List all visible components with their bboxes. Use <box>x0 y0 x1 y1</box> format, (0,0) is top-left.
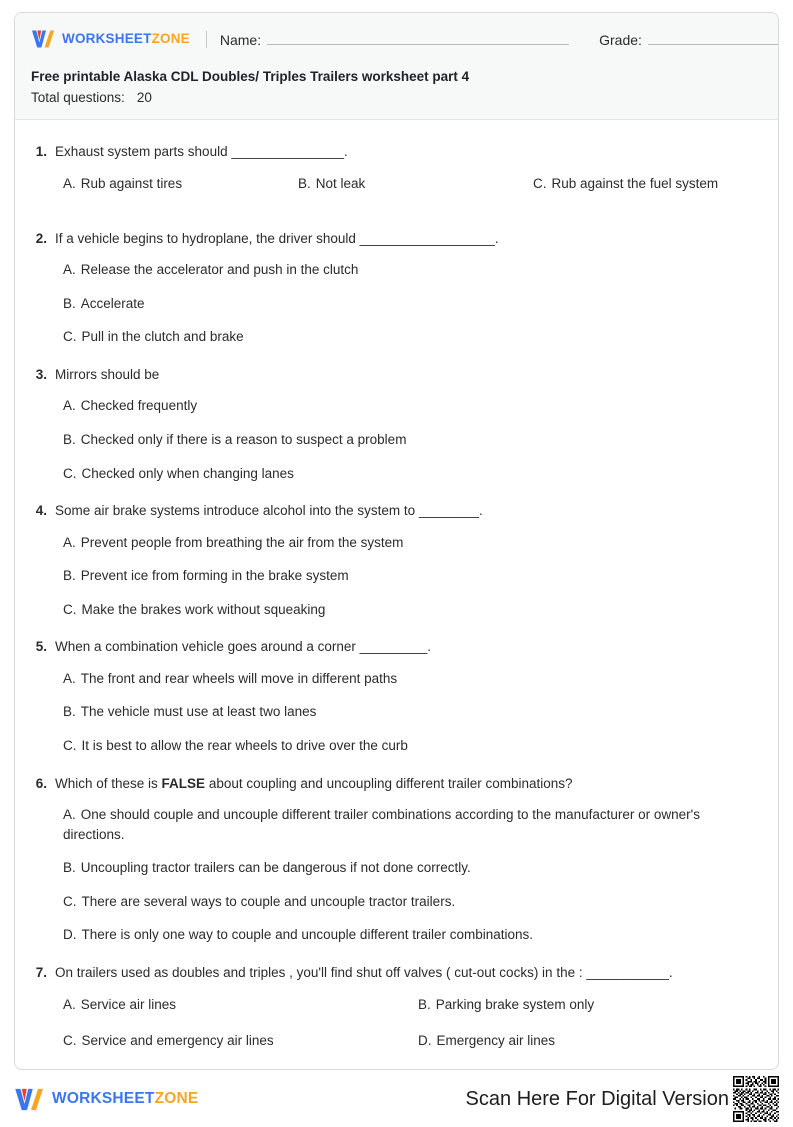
answer-option[interactable] <box>63 174 298 194</box>
answer-option-letter: A. <box>63 996 76 1012</box>
answer-option-letter: C. <box>63 329 77 345</box>
answer-option-text: Service and emergency air lines <box>81 1033 274 1049</box>
worksheet-header <box>15 13 778 120</box>
answer-option-letter: C. <box>63 893 77 909</box>
answer-options <box>33 260 760 347</box>
answer-option[interactable] <box>63 1031 418 1051</box>
scan-prompt-text: Scan Here For Digital Version <box>465 1087 729 1110</box>
answer-option-text: Checked only when changing lanes <box>81 465 294 481</box>
grade-field[interactable] <box>599 31 779 48</box>
answer-option-text: Make the brakes work without squeaking <box>81 601 326 617</box>
brand-logo <box>31 29 190 49</box>
answer-option-text: The front and rear wheels will move in different paths <box>80 670 398 686</box>
answer-option-letter: B. <box>298 176 311 191</box>
question-header <box>33 142 760 162</box>
answer-option-text: The vehicle must use at least two lanes <box>80 704 317 720</box>
answer-option-text: There are several ways to couple and uncouple tractor trailers. <box>81 893 456 909</box>
answer-option-letter: B. <box>63 860 76 876</box>
answer-options <box>33 396 760 483</box>
answer-option-letter: B. <box>418 996 431 1012</box>
answer-option-text: There is only one way to couple and uncouple different trailer combinations. <box>81 927 534 943</box>
answer-option-letter: A. <box>63 534 76 550</box>
footer-brand-wordmark <box>52 1091 198 1107</box>
answer-option-text: Service air lines <box>80 996 177 1012</box>
question-text: Exhaust system parts should _______________. <box>55 144 348 160</box>
answer-option-text: Checked only if there is a reason to suspect a problem <box>80 431 407 447</box>
total-questions-label: Total questions: <box>31 90 125 106</box>
question-number: 1. <box>35 144 47 160</box>
answer-option[interactable] <box>63 396 760 416</box>
answer-option-letter: C. <box>63 465 77 481</box>
answer-option-text: Accelerate <box>80 295 145 311</box>
question-header <box>33 501 760 521</box>
question-item <box>33 365 760 483</box>
question-header <box>33 774 760 794</box>
answer-option[interactable] <box>63 892 760 912</box>
page-title: Free printable Alaska CDL Doubles/ Triples Trailers worksheet part 4 <box>31 69 470 84</box>
question-item <box>33 142 760 210</box>
footer-brand-logo <box>14 1087 198 1112</box>
answer-option-letter: A. <box>63 176 76 191</box>
answer-option-letter: C. <box>63 738 77 753</box>
answer-option[interactable] <box>63 533 760 553</box>
answer-option-letter: B. <box>63 295 76 311</box>
grade-field-label: Grade: <box>599 31 642 48</box>
header-divider <box>206 31 207 48</box>
answer-option[interactable] <box>63 858 760 878</box>
question-header <box>33 637 760 657</box>
grade-field-line[interactable] <box>648 31 779 45</box>
answer-options <box>33 669 760 756</box>
answer-option-letter: B. <box>63 704 76 720</box>
answer-option-text: Rub against tires <box>80 176 183 191</box>
question-item <box>33 963 760 1068</box>
qr-code-icon[interactable] <box>733 1076 779 1122</box>
answer-option-letter: D. <box>63 927 77 943</box>
question-header <box>33 963 760 983</box>
answer-option[interactable] <box>63 805 760 844</box>
answer-option[interactable] <box>63 327 760 347</box>
answer-options <box>33 533 760 620</box>
question-text: If a vehicle begins to hydroplane, the driver should __________________. <box>55 230 499 246</box>
question-text: On trailers used as doubles and triples , you'll find shut off valves ( cut-out cocks) in the : ___________. <box>55 964 673 980</box>
answer-option-text: Rub against the fuel system <box>551 176 719 191</box>
question-item <box>33 229 760 347</box>
worksheet-zone-logo-icon <box>14 1087 44 1112</box>
question-item <box>33 774 760 945</box>
answer-option[interactable] <box>63 430 760 450</box>
question-number: 7. <box>35 964 47 980</box>
answer-option[interactable] <box>63 294 760 314</box>
answer-option[interactable] <box>63 260 760 280</box>
question-item <box>33 637 760 755</box>
footer-brand-word-worksheet: WORKSHEET <box>52 1090 155 1108</box>
answer-option-letter: A. <box>63 807 76 823</box>
answer-option-letter: B. <box>63 568 76 584</box>
answer-option-text: Pull in the clutch and brake <box>81 329 244 345</box>
answer-option-letter: A. <box>63 262 76 278</box>
name-field-line[interactable] <box>267 31 569 45</box>
brand-wordmark <box>62 32 190 46</box>
answer-option[interactable] <box>63 600 760 620</box>
answer-options <box>33 995 760 1068</box>
answer-option[interactable] <box>63 925 760 945</box>
answer-option-letter: A. <box>63 670 76 686</box>
answer-option-letter: C. <box>533 176 547 191</box>
answer-option[interactable] <box>298 174 533 194</box>
answer-option-letter: D. <box>418 1033 432 1049</box>
answer-option-letter: C. <box>63 601 77 617</box>
question-text: Some air brake systems introduce alcohol into the system to ________. <box>55 503 483 519</box>
answer-option[interactable] <box>418 995 760 1015</box>
answer-option-letter: A. <box>63 398 76 414</box>
worksheet-zone-logo-icon <box>31 29 55 49</box>
answer-option-text: Checked frequently <box>80 398 198 414</box>
footer-scan-area <box>466 1078 779 1120</box>
question-header <box>33 229 760 249</box>
answer-option-text: Uncoupling tractor trailers can be dangerous if not done correctly. <box>80 860 471 876</box>
question-emphasis: FALSE <box>161 775 206 791</box>
answer-options <box>33 805 760 945</box>
question-header <box>33 365 760 385</box>
answer-option-text: Prevent people from breathing the air from the system <box>80 534 404 550</box>
answer-option-letter: C. <box>63 1033 77 1049</box>
answer-option-text: One should couple and uncouple different trailer combinations according to the manufacturer or owner's directions. <box>63 807 700 842</box>
answer-option[interactable] <box>533 174 760 194</box>
answer-option-text: Parking brake system only <box>435 996 595 1012</box>
answer-option-text: Release the accelerator and push in the clutch <box>80 262 359 278</box>
answer-option-text: It is best to allow the rear wheels to drive over the curb <box>81 738 408 753</box>
answer-option[interactable] <box>418 1031 760 1051</box>
questions-list <box>15 120 778 1070</box>
question-number: 4. <box>35 503 47 519</box>
footer-brand-word-zone: ZONE <box>154 1090 199 1108</box>
question-text: Mirrors should be <box>55 366 160 382</box>
question-number: 6. <box>35 775 47 791</box>
question-text: When a combination vehicle goes around a corner _________. <box>55 639 432 655</box>
question-text: Which of these is FALSE about coupling and uncoupling different trailer combinations? <box>55 775 573 791</box>
name-field-label: Name: <box>219 31 262 48</box>
answer-option[interactable] <box>63 995 418 1015</box>
question-item <box>33 501 760 619</box>
total-questions-value: 20 <box>136 90 152 106</box>
question-number: 2. <box>35 230 47 246</box>
answer-option[interactable] <box>63 566 760 586</box>
brand-word-zone: ZONE <box>151 31 190 47</box>
answer-option-text: Not leak <box>315 176 366 191</box>
answer-option-letter: B. <box>63 431 76 447</box>
total-questions <box>31 89 762 107</box>
question-number: 3. <box>35 366 47 382</box>
answer-option[interactable] <box>63 669 760 689</box>
page-footer <box>14 1078 779 1120</box>
brand-word-worksheet: WORKSHEET <box>62 31 152 47</box>
answer-option[interactable] <box>63 464 760 484</box>
answer-options <box>33 174 760 211</box>
header-top-row <box>31 27 762 51</box>
name-field[interactable] <box>220 31 569 48</box>
answer-option-text: Emergency air lines <box>436 1033 556 1049</box>
worksheet-card <box>14 12 779 1070</box>
answer-option-text: Prevent ice from forming in the brake system <box>80 568 349 584</box>
answer-option[interactable] <box>63 736 760 756</box>
question-number: 5. <box>35 639 47 655</box>
answer-option[interactable] <box>63 702 760 722</box>
